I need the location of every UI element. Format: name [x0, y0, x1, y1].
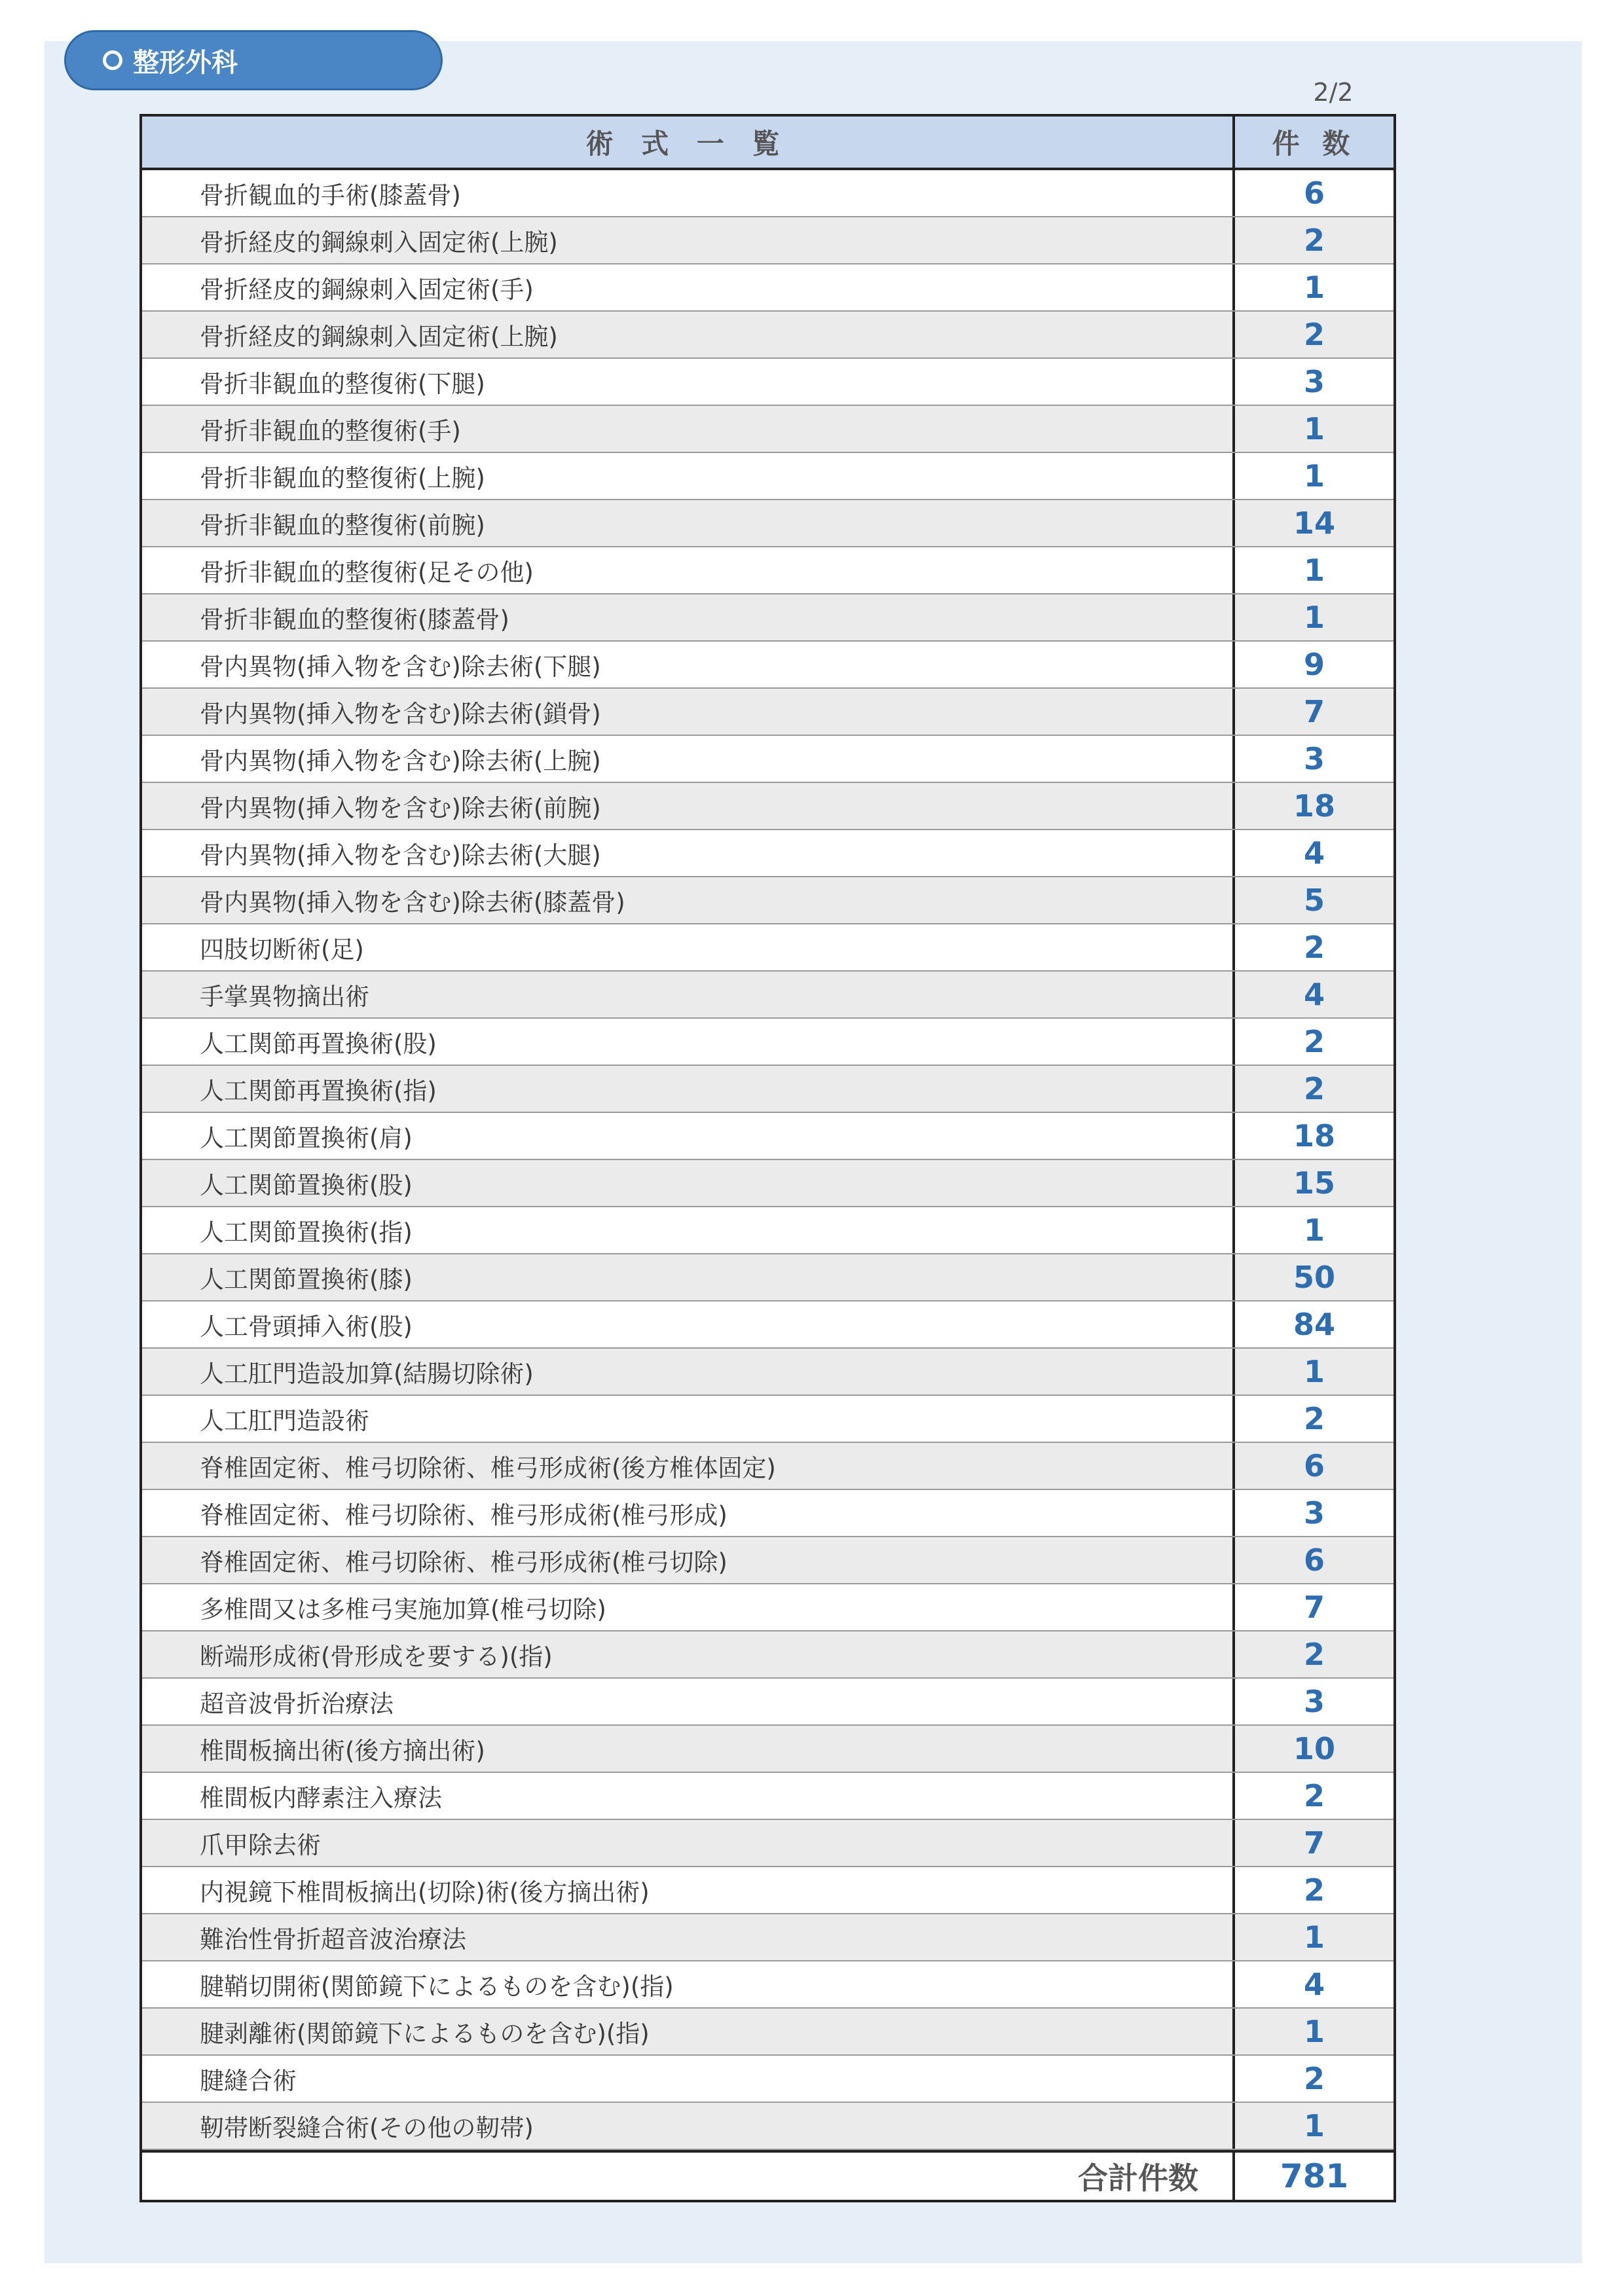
procedure-name: 腱鞘切開術(関節鏡下によるものを含む)(指) — [142, 1961, 1235, 2007]
table-body — [142, 170, 1393, 2150]
table-row — [142, 1066, 1393, 1113]
procedure-count: 7 — [1303, 1825, 1325, 1861]
procedure-count: 2 — [1303, 1778, 1325, 1813]
procedure-count: 6 — [1303, 1448, 1325, 1484]
procedure-name: 骨折非観血的整復術(下腿) — [142, 359, 1235, 405]
procedure-count: 1 — [1303, 2108, 1325, 2143]
procedure-count: 9 — [1303, 647, 1325, 682]
table-row — [142, 1443, 1393, 1490]
procedure-count: 2 — [1303, 930, 1325, 965]
table-row — [142, 406, 1393, 453]
table-row — [142, 1537, 1393, 1584]
procedure-count: 2 — [1303, 1872, 1325, 1908]
procedure-count: 2 — [1303, 223, 1325, 258]
procedure-name: 人工肛門造設術 — [142, 1396, 1235, 1442]
procedure-count: 15 — [1293, 1165, 1335, 1201]
procedure-count: 2 — [1303, 317, 1325, 352]
department-label: 整形外科 — [133, 47, 238, 78]
table-header — [142, 117, 1393, 170]
table-row — [142, 1254, 1393, 1302]
procedure-count: 4 — [1303, 835, 1325, 871]
total-row — [142, 2150, 1393, 2200]
table-row — [142, 830, 1393, 877]
procedure-name: 断端形成術(骨形成を要する)(指) — [142, 1631, 1235, 1677]
procedure-count: 4 — [1303, 1967, 1325, 2002]
procedure-count: 1 — [1303, 2014, 1325, 2049]
total-label: 合計件数 — [142, 2153, 1235, 2200]
procedure-count: 7 — [1303, 1590, 1325, 1625]
procedure-name: 脊椎固定術、椎弓切除術、椎弓形成術(椎弓形成) — [142, 1490, 1235, 1536]
table-row — [142, 924, 1393, 972]
procedure-name: 骨折非観血的整復術(足その他) — [142, 547, 1235, 593]
procedure-name: 靭帯断裂縫合術(その他の靭帯) — [142, 2103, 1235, 2149]
procedure-name: 椎間板摘出術(後方摘出術) — [142, 1726, 1235, 1772]
table-row — [142, 1349, 1393, 1396]
table-row — [142, 453, 1393, 500]
procedure-name: 人工関節置換術(指) — [142, 1207, 1235, 1253]
table-row — [142, 1679, 1393, 1726]
procedure-name: 骨折経皮的鋼線刺入固定術(手) — [142, 264, 1235, 310]
header-procedure: 術 式 一 覧 — [142, 117, 1235, 168]
procedure-count: 3 — [1303, 364, 1325, 399]
table-row — [142, 500, 1393, 547]
procedure-count: 18 — [1293, 1118, 1335, 1154]
procedure-count: 18 — [1293, 788, 1335, 824]
procedure-name: 手掌異物摘出術 — [142, 972, 1235, 1017]
table-row — [142, 547, 1393, 594]
procedure-name: 骨内異物(挿入物を含む)除去術(上腕) — [142, 736, 1235, 782]
procedure-count: 84 — [1293, 1307, 1335, 1342]
table-row — [142, 312, 1393, 359]
procedure-name: 骨折非観血的整復術(上腕) — [142, 453, 1235, 499]
table-row — [142, 642, 1393, 689]
table-row — [142, 1726, 1393, 1773]
procedure-count: 1 — [1303, 1354, 1325, 1389]
procedure-name: 腱縫合術 — [142, 2056, 1235, 2102]
procedure-name: 難治性骨折超音波治療法 — [142, 1914, 1235, 1960]
procedure-name: 爪甲除去術 — [142, 1820, 1235, 1866]
table-row — [142, 1584, 1393, 1631]
procedure-name: 人工骨頭挿入術(股) — [142, 1302, 1235, 1347]
procedure-count: 3 — [1303, 741, 1325, 776]
procedure-name: 人工関節再置換術(指) — [142, 1066, 1235, 1112]
table-row — [142, 2103, 1393, 2150]
procedure-count: 7 — [1303, 694, 1325, 729]
table-row — [142, 972, 1393, 1019]
procedure-name: 内視鏡下椎間板摘出(切除)術(後方摘出術) — [142, 1867, 1235, 1913]
header-count: 件 数 — [1272, 128, 1357, 160]
procedure-name: 人工関節再置換術(股) — [142, 1019, 1235, 1065]
procedure-name: 骨内異物(挿入物を含む)除去術(前腕) — [142, 783, 1235, 829]
procedure-name: 骨内異物(挿入物を含む)除去術(大腿) — [142, 830, 1235, 876]
procedure-count: 10 — [1293, 1731, 1335, 1766]
table-row — [142, 877, 1393, 924]
procedure-count: 14 — [1293, 505, 1335, 541]
procedure-name: 脊椎固定術、椎弓切除術、椎弓形成術(椎弓切除) — [142, 1537, 1235, 1583]
department-badge — [64, 30, 443, 90]
table-row — [142, 264, 1393, 312]
procedure-name: 骨折非観血的整復術(前腕) — [142, 500, 1235, 546]
procedure-name: 脊椎固定術、椎弓切除術、椎弓形成術(後方椎体固定) — [142, 1443, 1235, 1489]
procedure-count: 1 — [1303, 458, 1325, 494]
procedure-count: 3 — [1303, 1495, 1325, 1531]
table-row — [142, 2009, 1393, 2056]
table-row — [142, 217, 1393, 264]
procedure-name: 骨折経皮的鋼線刺入固定術(上腕) — [142, 312, 1235, 357]
procedure-count: 6 — [1303, 1542, 1325, 1578]
procedure-name: 多椎間又は多椎弓実施加算(椎弓切除) — [142, 1584, 1235, 1630]
procedure-count: 2 — [1303, 2061, 1325, 2096]
table-row — [142, 689, 1393, 736]
procedure-name: 骨折非観血的整復術(膝蓋骨) — [142, 594, 1235, 640]
table-row — [142, 1914, 1393, 1961]
table-row — [142, 594, 1393, 642]
procedure-name: 骨内異物(挿入物を含む)除去術(膝蓋骨) — [142, 877, 1235, 923]
table-row — [142, 2056, 1393, 2103]
table-row — [142, 1820, 1393, 1867]
procedure-name: 骨折非観血的整復術(手) — [142, 406, 1235, 452]
page-indicator: 2/2 — [1313, 78, 1354, 107]
procedure-count: 1 — [1303, 1920, 1325, 1955]
procedure-count: 6 — [1303, 175, 1325, 211]
procedure-count: 5 — [1303, 883, 1325, 918]
table-row — [142, 1302, 1393, 1349]
table-row — [142, 1961, 1393, 2009]
table-row — [142, 736, 1393, 783]
procedure-count: 1 — [1303, 1212, 1325, 1248]
total-count: 781 — [1280, 2157, 1349, 2195]
procedure-name: 骨折観血的手術(膝蓋骨) — [142, 170, 1235, 216]
procedure-count: 2 — [1303, 1024, 1325, 1059]
procedure-name: 腱剥離術(関節鏡下によるものを含む)(指) — [142, 2009, 1235, 2054]
procedure-table — [139, 114, 1396, 2202]
procedure-count: 2 — [1303, 1071, 1325, 1106]
table-row — [142, 1396, 1393, 1443]
table-row — [142, 1160, 1393, 1207]
table-row — [142, 1019, 1393, 1066]
procedure-name: 椎間板内酵素注入療法 — [142, 1773, 1235, 1819]
table-row — [142, 359, 1393, 406]
procedure-count: 2 — [1303, 1637, 1325, 1672]
table-row — [142, 783, 1393, 830]
procedure-count: 1 — [1303, 553, 1325, 588]
table-row — [142, 1773, 1393, 1820]
procedure-count: 1 — [1303, 411, 1325, 446]
procedure-count: 2 — [1303, 1401, 1325, 1436]
table-row — [142, 1490, 1393, 1537]
procedure-name: 人工関節置換術(肩) — [142, 1113, 1235, 1159]
procedure-count: 1 — [1303, 600, 1325, 635]
procedure-count: 1 — [1303, 270, 1325, 305]
procedure-name: 人工関節置換術(股) — [142, 1160, 1235, 1206]
procedure-name: 人工関節置換術(膝) — [142, 1254, 1235, 1300]
table-row — [142, 1867, 1393, 1914]
procedure-name: 骨折経皮的鋼線刺入固定術(上腕) — [142, 217, 1235, 263]
table-row — [142, 1207, 1393, 1254]
table-row — [142, 1631, 1393, 1679]
circle-icon — [103, 50, 122, 70]
procedure-name: 骨内異物(挿入物を含む)除去術(鎖骨) — [142, 689, 1235, 735]
procedure-name: 骨内異物(挿入物を含む)除去術(下腿) — [142, 642, 1235, 687]
procedure-count: 4 — [1303, 977, 1325, 1012]
procedure-name: 人工肛門造設加算(結腸切除術) — [142, 1349, 1235, 1394]
table-row — [142, 1113, 1393, 1160]
procedure-name: 四肢切断術(足) — [142, 924, 1235, 970]
table-row — [142, 170, 1393, 217]
procedure-count: 3 — [1303, 1684, 1325, 1719]
procedure-count: 50 — [1293, 1260, 1335, 1295]
procedure-name: 超音波骨折治療法 — [142, 1679, 1235, 1724]
